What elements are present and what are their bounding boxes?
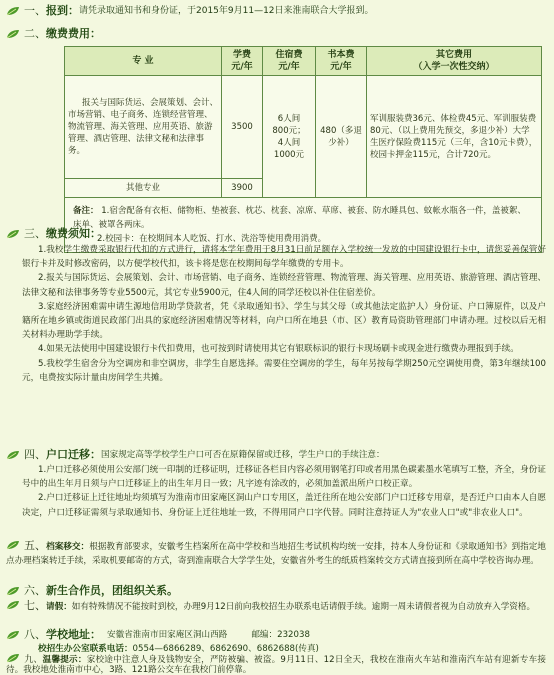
leaf-icon bbox=[6, 630, 20, 640]
section-number: 四、 bbox=[24, 448, 46, 461]
leaf-icon bbox=[6, 229, 20, 239]
paragraph: 5.我校学生宿舍分为空调房和非空调房，非学生自愿选择。需要住空调房的学生，每年另按每学期250元空调使用费，第3年继续100元，电费按实际计量由房间学生共摊。 bbox=[22, 358, 546, 383]
section-tips bbox=[6, 653, 546, 675]
remark-item: 1.宿舍配备有衣柜、储物柜、垫被套、枕芯、枕套、凉席、草席、被套、防水睡具包、蚊帐水瓶各一件，盖被絮、床单、被罩各两床。 bbox=[73, 206, 526, 230]
section-title: 报到： bbox=[46, 4, 79, 17]
section-text: 根据教育部要求，安徽考生档案所在高中学校和当地招生考试机构均统一安排，持本人身份证和《录取通知书》到指定地点办理档案转迁手续，采取机要邮寄的方式，寄到淮南联合大学学生处，安徽省外考生的纸质档案转交方式请直接到所在高中学校咨询办理。 bbox=[6, 542, 546, 567]
leaf-icon bbox=[6, 29, 20, 39]
tuition-cell: 3900 bbox=[222, 179, 263, 198]
header-major: 专 业 bbox=[65, 47, 222, 76]
section-text: 国家规定高等学校学生户口可否在原籍保留或迁移，学生户口的手续注意： bbox=[101, 450, 385, 460]
header-other: 其它费用 （入学一次性交纳） bbox=[367, 47, 542, 76]
section-title: 户口迁移： bbox=[46, 448, 101, 461]
section-title: 档案移交： bbox=[46, 542, 90, 552]
section-title: 学校地址： bbox=[46, 628, 101, 641]
paragraph: 1.我校学生缴费采取银行代扣的方式进行，请将本学年费用于8月31日前足额存入学校统一发放的中国建设银行卡中，请您妥善保管好银行卡并及时修改密码，以方便学校代扣，该卡将是您在校期间每学年缴费的专用卡。 bbox=[22, 245, 546, 270]
fee-table-header-row bbox=[65, 47, 542, 76]
section-leave bbox=[6, 599, 546, 614]
majors-cell: 报关与国际货运、会展策划、会计、市场营销、电子商务、连锁经营管理、物流管理、海关管理、应用英语、旅游管理、酒店管理、法律文秘和法律事务。 bbox=[65, 76, 222, 179]
section-text: 家校途中注意人身及钱物安全，严防被骗、被盗。9月11日、12日全天，我校在淮南火车站和淮南汽车站有迎新专车接待。我校地处淮南市中心，3路、121路公交车在我校门前停靠。 bbox=[6, 655, 546, 675]
paragraph: 4.如果无法使用中国建设银行卡代扣费用，也可按到时请使用其它有银联标识的银行卡现场刷卡或现金进行缴费办理报到手续。 bbox=[38, 344, 519, 355]
books-cell: 480（多退少补） bbox=[316, 76, 367, 198]
paragraph: 3.家庭经济困难需申请生源地信用助学贷款者，凭《录取通知书》、学生与其父母（或其他法定监护人）身份证、户口簿原件，以及户籍所在地乡镇或街道民政部门出具的家庭经济困难情况等材料，向户口所在地县（市、区）教育局资助管理部门申请办理。过校以后无相关材料办理助学手续。 bbox=[22, 301, 546, 341]
section-number: 七、 bbox=[24, 599, 46, 612]
phone-label: 校招生办公室联系电话： bbox=[38, 644, 133, 654]
section-archives bbox=[6, 539, 546, 568]
section-text: 请凭录取通知书和身份证，于2015年9月11—12日来淮南联合大学报到。 bbox=[79, 6, 374, 16]
section-number: 二、 bbox=[24, 27, 46, 40]
section-text: 如有特殊情况不能按时到校，办理9月12日前向我校招生办联系电话请假手续。逾期一周未请假者视为自动放弃入学资格。 bbox=[71, 602, 536, 612]
phone-numbers: 0554—6866289、6862690、6862688(传真) bbox=[132, 644, 319, 654]
section-number: 六、 bbox=[24, 584, 46, 597]
leaf-icon bbox=[6, 586, 20, 596]
section-title: 缴费须知： bbox=[46, 227, 101, 240]
leaf-icon bbox=[6, 540, 20, 550]
other-fees-cell: 军训服装费36元、体检费45元、军训服装费80元、（以上费用先预交，多退少补）大学生医疗保险费115元（三年，含10元卡费），校园卡押金115元，合计720元。 bbox=[367, 76, 542, 198]
section-number: 三、 bbox=[24, 227, 46, 240]
section-address bbox=[6, 628, 548, 642]
section-title: 温馨提示： bbox=[42, 655, 87, 665]
header-tuition: 学费 元/年 bbox=[222, 47, 263, 76]
tuition-cell: 3500 bbox=[222, 76, 263, 179]
section-title: 新生合作员，团组织关系。 bbox=[46, 584, 178, 597]
section-fees bbox=[6, 27, 548, 41]
section-title: 请假： bbox=[46, 602, 72, 612]
section-number: 九、 bbox=[24, 655, 43, 665]
address-text: 安徽省淮南市田家庵区洞山西路 bbox=[107, 630, 228, 640]
section-number: 八、 bbox=[24, 628, 46, 641]
fee-table bbox=[64, 46, 542, 253]
leaf-icon bbox=[6, 6, 20, 16]
fee-table-row bbox=[65, 76, 542, 179]
payment-notes-body bbox=[22, 243, 546, 385]
paragraph: 1.户口迁移必须使用公安部门统一印制的迁移证明，迁移证各栏目内容必须用钢笔打印或者用黑色碳素墨水笔填写工整，齐全，身份证号中的出生年月日须与户口迁移证上的出生年月日一致；凡字迹有涂改的，必须加盖派出所户口校正章。 bbox=[22, 465, 546, 490]
section-party-league bbox=[6, 584, 548, 598]
leaf-icon bbox=[6, 653, 20, 663]
remark-label: 备注： bbox=[73, 206, 99, 216]
postal-code: 232038 bbox=[277, 630, 310, 640]
majors-cell: 其他专业 bbox=[65, 179, 222, 198]
leaf-icon bbox=[6, 600, 20, 610]
section-payment-notes bbox=[6, 227, 548, 241]
paragraph: 2.户口迁移证上迁往地址均须填写为淮南市田家庵区洞山户口专用区，盖迁往所在地公安部门户口迁移专用章，是否迁户口由本人自愿决定，户口迁移证需须与录取通知书、身份证上迁往地址一致，不得用同户口字代替。同时注意持证人为"农业人口"或"非农业人口"。 bbox=[22, 493, 546, 518]
hukou-body bbox=[22, 463, 546, 520]
section-number: 一、 bbox=[24, 4, 46, 17]
paragraph: 2.报关与国际货运、会展策划、会计、市场营销、电子商务、连锁经营管理、物流管理、海关管理、应用英语、旅游管理、酒店管理、法律文秘和法律事务等专业5500元，其它专业5900元，住4人间的同学还校以补住住宿差价。 bbox=[22, 273, 546, 298]
section-hukou bbox=[6, 448, 548, 462]
section-registration bbox=[6, 4, 548, 18]
section-number: 五、 bbox=[24, 539, 47, 552]
postal-label: 邮编： bbox=[251, 630, 278, 640]
leaf-icon bbox=[6, 450, 20, 460]
dorm-cell: 6人间 800元； 4人间 1000元 bbox=[263, 76, 316, 198]
section-title: 缴费费用： bbox=[46, 27, 101, 40]
header-books: 书本费 元/年 bbox=[316, 47, 367, 76]
header-dorm: 住宿费 元/年 bbox=[263, 47, 316, 76]
remark-item: 2.校园卡：在校期间本人吃饭、打水、洗浴等使用费用消费。 bbox=[97, 234, 327, 244]
